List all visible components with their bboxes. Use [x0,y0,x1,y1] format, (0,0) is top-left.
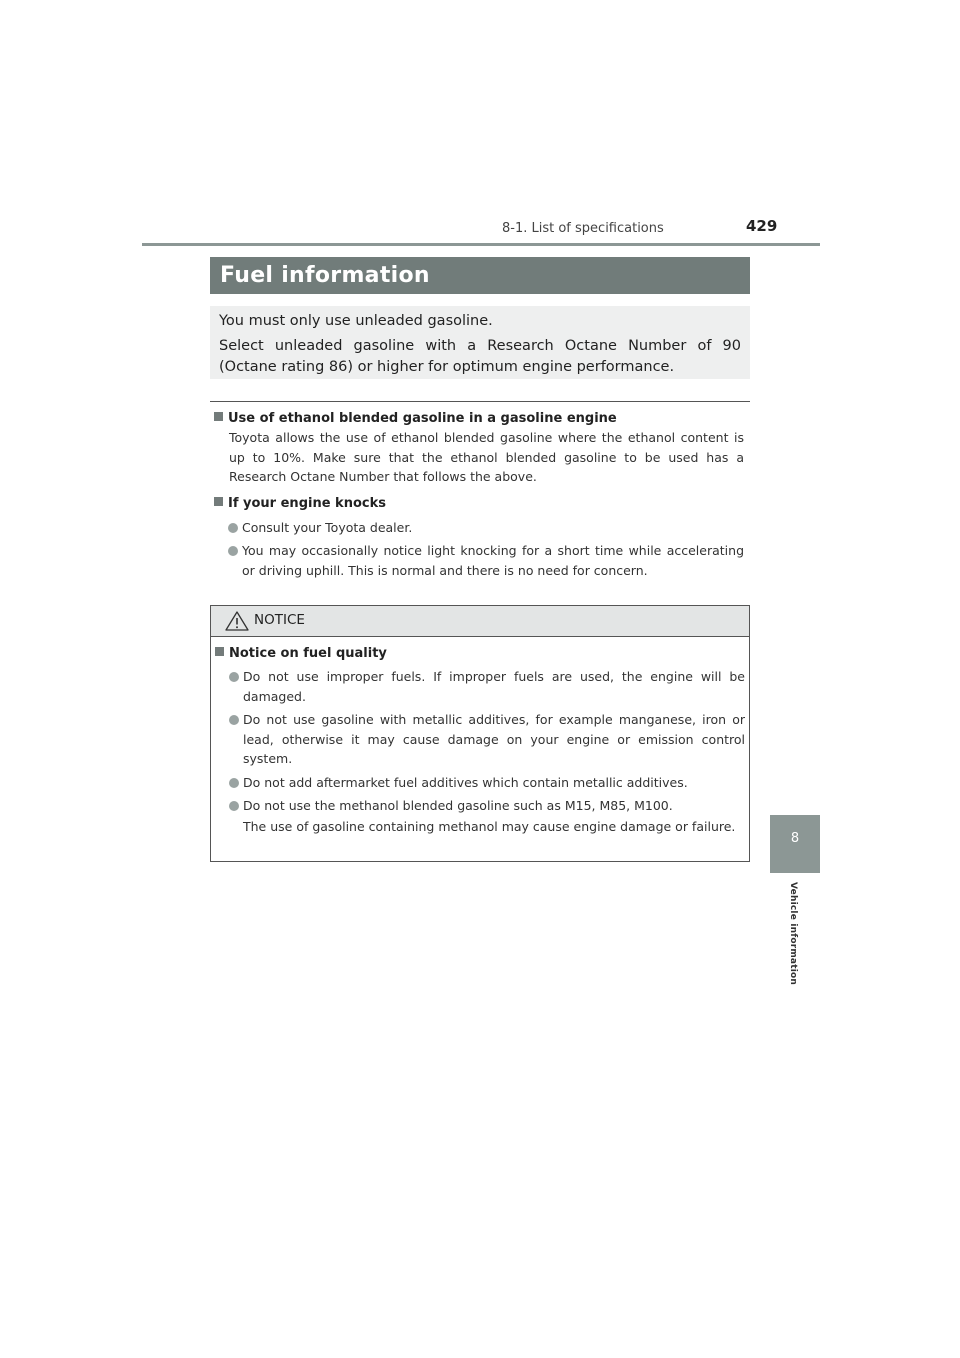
notice-body [215,644,745,836]
intro-line-2: Select unleaded gasoline with a Research Octane Number of 90 (Octane rating 86) or higher for optimum engine performance. [219,338,741,375]
chapter-tab [770,815,820,873]
round-bullet-icon [229,801,239,811]
square-bullet-icon [215,647,224,656]
round-bullet-icon [229,672,239,682]
knock-bullet-1 [214,518,744,538]
section-label: 8-1. List of specifications [502,221,664,236]
knock-heading-text: If your engine knocks [228,495,386,511]
page-header [0,0,960,250]
notice-bullet-1 [215,667,745,706]
round-bullet-icon [228,546,238,556]
notice-heading-text: Notice on fuel quality [229,646,387,661]
section-divider [210,401,750,402]
notice-title: NOTICE [254,612,305,628]
intro-line-1: You must only use unleaded gasoline. [219,313,493,329]
round-bullet-icon [229,715,239,725]
notice-heading [215,644,745,663]
ethanol-body: Toyota allows the use of ethanol blended gasoline where the ethanol content is up to 10%. Make sure that the ethanol blended gasoline to be used has a Research Octane Number that follows the above. [229,430,744,484]
title-bar [210,257,750,294]
notice-header [211,606,749,637]
chapter-number: 8 [790,831,800,846]
header-rule [142,243,820,246]
notice-extra [215,817,745,837]
round-bullet-icon [229,778,239,788]
knock-bullet-2 [214,541,744,580]
notice-bullet-3 [215,773,745,793]
knock-bullet-1-text: Consult your Toyota dealer. [242,519,413,535]
notice-extra-text: The use of gasoline containing methanol may cause engine damage or failure. [243,818,736,834]
notice-bullet-1-text: Do not use improper fuels. If improper fuels are used, the engine will be damaged. [243,669,745,704]
round-bullet-icon [228,523,238,533]
warning-triangle-icon [225,611,249,631]
notice-bullet-4-text: Do not use the methanol blended gasoline such as M15, M85, M100. [243,798,673,813]
main-content [214,409,744,580]
intro-box [210,306,750,379]
knock-bullet-2-text: You may occasionally notice light knocking for a short time while accelerating or driving uphill. This is normal and there is no need for concern. [242,543,744,578]
ethanol-heading-text: Use of ethanol blended gasoline in a gasoline engine [228,411,617,426]
square-bullet-icon [214,412,223,421]
square-bullet-icon [214,497,223,506]
ethanol-heading [214,409,744,428]
notice-box [210,605,750,862]
page-number: 429 [746,217,778,235]
notice-bullet-2 [215,710,745,769]
chapter-title: Vehicle information [788,882,798,985]
notice-bullet-3-text: Do not add aftermarket fuel additives which contain metallic additives. [243,774,688,790]
notice-bullet-2-text: Do not use gasoline with metallic additives, for example manganese, iron or lead, otherwise it may cause damage on your engine or emission control system. [243,712,745,766]
page-title: Fuel information [220,263,430,288]
knock-heading [214,494,744,513]
notice-bullet-4 [215,796,745,816]
